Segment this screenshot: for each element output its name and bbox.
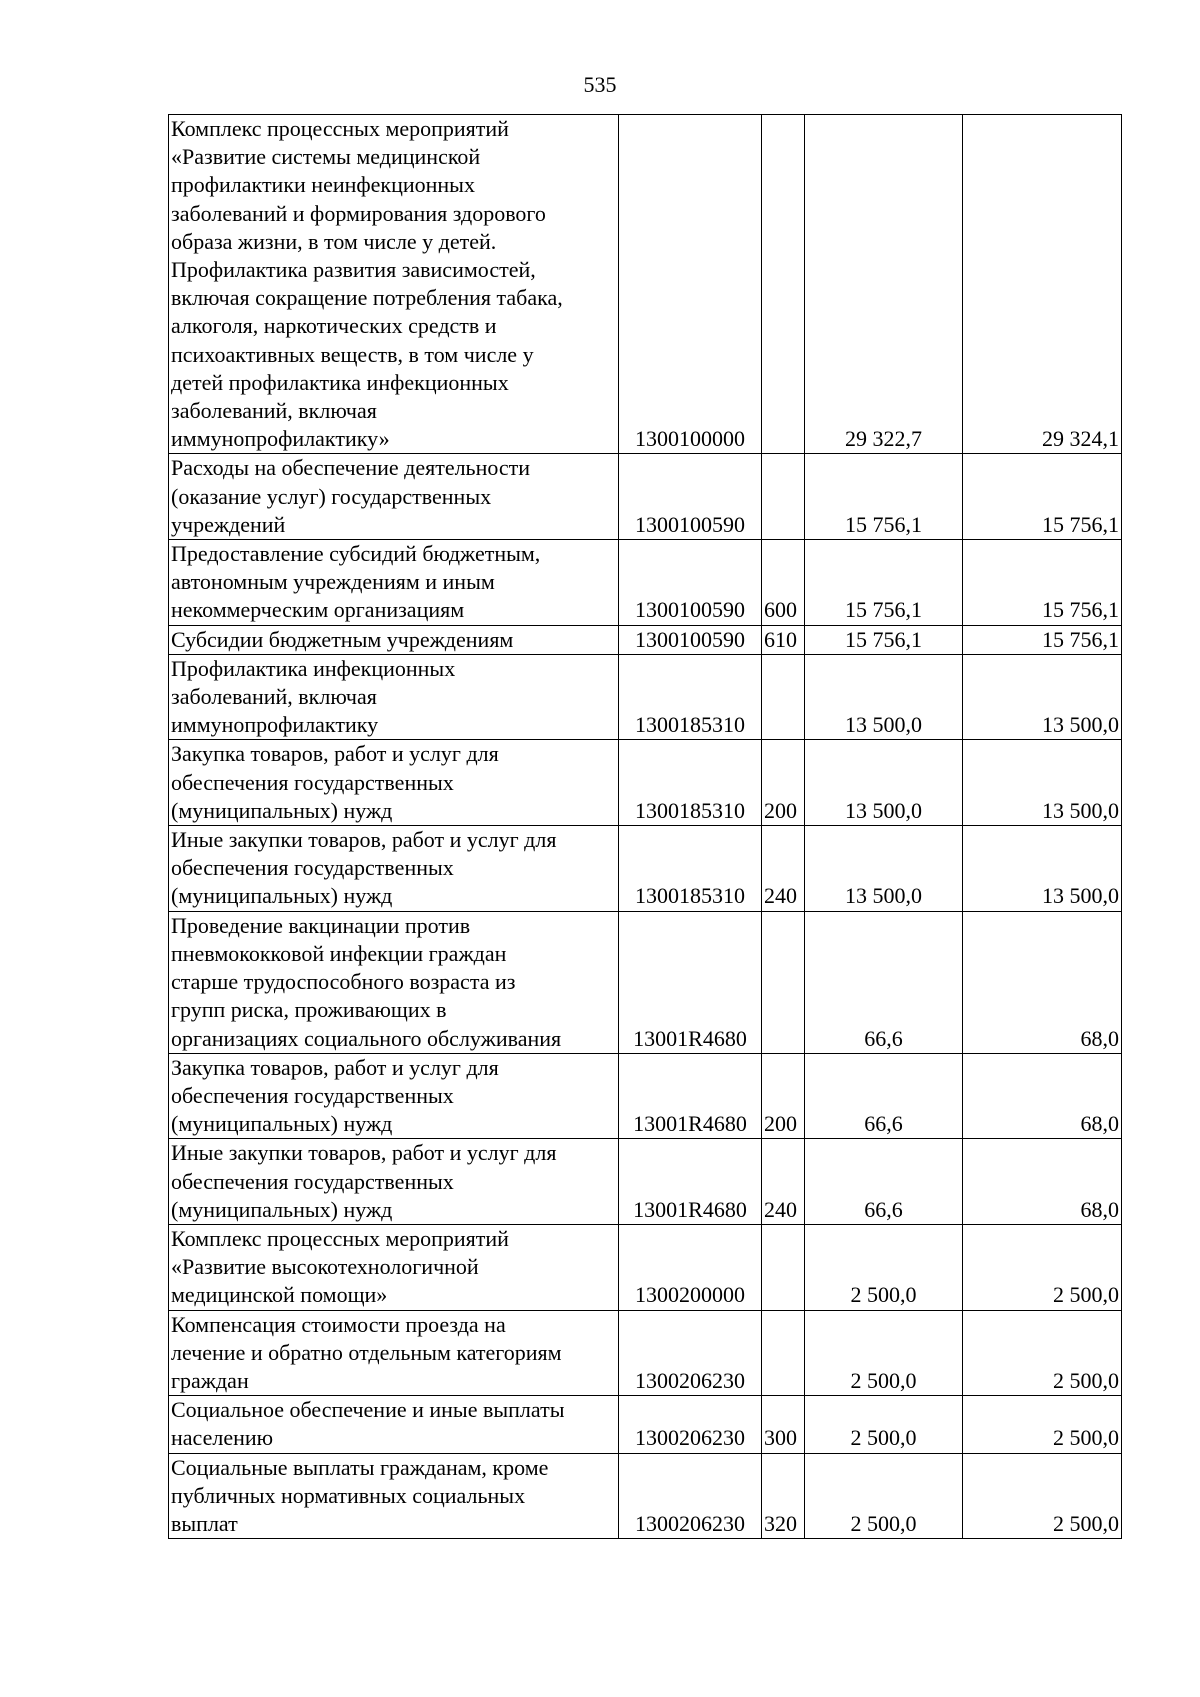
amount-second-cell: 13 500,0 bbox=[963, 654, 1122, 740]
table-row bbox=[169, 740, 1122, 826]
amount-second-cell: 68,0 bbox=[963, 1053, 1122, 1139]
expense-type-cell bbox=[762, 115, 805, 454]
expense-name-cell: Иные закупки товаров, работ и услуг для обеспечения государственных (муниципальных) нужд bbox=[169, 826, 619, 912]
amount-second-cell: 15 756,1 bbox=[963, 454, 1122, 540]
table-row bbox=[169, 540, 1122, 626]
amount-first-cell: 13 500,0 bbox=[805, 826, 963, 912]
amount-second-cell: 2 500,0 bbox=[963, 1224, 1122, 1310]
expense-type-cell bbox=[762, 1224, 805, 1310]
expense-name-cell: Компенсация стоимости проезда на лечение и обратно отдельным категориям граждан bbox=[169, 1310, 619, 1396]
amount-second-cell: 2 500,0 bbox=[963, 1396, 1122, 1453]
target-code-cell: 13001R4680 bbox=[619, 911, 762, 1053]
expense-name-cell: Социальные выплаты гражданам, кроме публичных нормативных социальных выплат bbox=[169, 1453, 619, 1539]
expense-type-cell: 600 bbox=[762, 540, 805, 626]
amount-first-cell: 2 500,0 bbox=[805, 1396, 963, 1453]
expense-name-cell: Закупка товаров, работ и услуг для обеспечения государственных (муниципальных) нужд bbox=[169, 1053, 619, 1139]
table-row bbox=[169, 911, 1122, 1053]
amount-second-cell: 13 500,0 bbox=[963, 740, 1122, 826]
expense-name-cell: Расходы на обеспечение деятельности (оказание услуг) государственных учреждений bbox=[169, 454, 619, 540]
target-code-cell: 1300100000 bbox=[619, 115, 762, 454]
amount-first-cell: 13 500,0 bbox=[805, 654, 963, 740]
amount-first-cell: 29 322,7 bbox=[805, 115, 963, 454]
expense-type-cell: 200 bbox=[762, 740, 805, 826]
page-number: 535 bbox=[583, 72, 617, 97]
expense-type-cell: 610 bbox=[762, 625, 805, 654]
table-row bbox=[169, 454, 1122, 540]
target-code-cell: 1300185310 bbox=[619, 654, 762, 740]
expense-type-cell bbox=[762, 454, 805, 540]
table-row bbox=[169, 826, 1122, 912]
table-row bbox=[169, 1310, 1122, 1396]
expense-type-cell: 240 bbox=[762, 1139, 805, 1225]
amount-first-cell: 2 500,0 bbox=[805, 1453, 963, 1539]
amount-first-cell: 15 756,1 bbox=[805, 540, 963, 626]
expense-type-cell bbox=[762, 654, 805, 740]
table-row bbox=[169, 115, 1122, 454]
amount-first-cell: 66,6 bbox=[805, 911, 963, 1053]
amount-first-cell: 15 756,1 bbox=[805, 625, 963, 654]
expense-name-cell: Социальное обеспечение и иные выплаты населению bbox=[169, 1396, 619, 1453]
table-row bbox=[169, 1053, 1122, 1139]
target-code-cell: 1300100590 bbox=[619, 454, 762, 540]
expense-type-cell bbox=[762, 1310, 805, 1396]
amount-first-cell: 66,6 bbox=[805, 1053, 963, 1139]
target-code-cell: 13001R4680 bbox=[619, 1139, 762, 1225]
amount-second-cell: 68,0 bbox=[963, 1139, 1122, 1225]
target-code-cell: 1300200000 bbox=[619, 1224, 762, 1310]
amount-first-cell: 15 756,1 bbox=[805, 454, 963, 540]
amount-second-cell: 2 500,0 bbox=[963, 1310, 1122, 1396]
budget-table-body bbox=[169, 115, 1122, 1539]
target-code-cell: 1300206230 bbox=[619, 1453, 762, 1539]
table-row bbox=[169, 654, 1122, 740]
expense-name-cell: Комплекс процессных мероприятий «Развитие высокотехнологичной медицинской помощи» bbox=[169, 1224, 619, 1310]
amount-second-cell: 13 500,0 bbox=[963, 826, 1122, 912]
expense-name-cell: Комплекс процессных мероприятий «Развитие системы медицинской профилактики неинфекционных заболеваний и формирования здорового образа жизни, в том числе у детей. Профилактика развития зависимостей, включая сокращение потребления табака, алкоголя, наркотических средств и психоактивных веществ, в том числе у детей профилактика инфекционных заболеваний, включая иммунопрофилактику» bbox=[169, 115, 619, 454]
amount-second-cell: 2 500,0 bbox=[963, 1453, 1122, 1539]
table-row bbox=[169, 1453, 1122, 1539]
target-code-cell: 1300185310 bbox=[619, 740, 762, 826]
expense-name-cell: Закупка товаров, работ и услуг для обеспечения государственных (муниципальных) нужд bbox=[169, 740, 619, 826]
table-row bbox=[169, 1224, 1122, 1310]
expense-type-cell: 200 bbox=[762, 1053, 805, 1139]
target-code-cell: 13001R4680 bbox=[619, 1053, 762, 1139]
amount-second-cell: 15 756,1 bbox=[963, 540, 1122, 626]
table-row bbox=[169, 1139, 1122, 1225]
expense-type-cell: 320 bbox=[762, 1453, 805, 1539]
amount-second-cell: 15 756,1 bbox=[963, 625, 1122, 654]
target-code-cell: 1300206230 bbox=[619, 1396, 762, 1453]
target-code-cell: 1300185310 bbox=[619, 826, 762, 912]
amount-first-cell: 2 500,0 bbox=[805, 1224, 963, 1310]
expense-name-cell: Субсидии бюджетным учреждениям bbox=[169, 625, 619, 654]
table-row bbox=[169, 625, 1122, 654]
expense-type-cell: 300 bbox=[762, 1396, 805, 1453]
amount-second-cell: 29 324,1 bbox=[963, 115, 1122, 454]
expense-name-cell: Предоставление субсидий бюджетным, автономным учреждениям и иным некоммерческим организациям bbox=[169, 540, 619, 626]
expense-type-cell: 240 bbox=[762, 826, 805, 912]
expense-type-cell bbox=[762, 911, 805, 1053]
target-code-cell: 1300206230 bbox=[619, 1310, 762, 1396]
amount-second-cell: 68,0 bbox=[963, 911, 1122, 1053]
amount-first-cell: 66,6 bbox=[805, 1139, 963, 1225]
amount-first-cell: 2 500,0 bbox=[805, 1310, 963, 1396]
amount-first-cell: 13 500,0 bbox=[805, 740, 963, 826]
table-row bbox=[169, 1396, 1122, 1453]
target-code-cell: 1300100590 bbox=[619, 540, 762, 626]
expense-name-cell: Проведение вакцинации против пневмококковой инфекции граждан старше трудоспособного возраста из групп риска, проживающих в организациях социального обслуживания bbox=[169, 911, 619, 1053]
budget-table bbox=[168, 114, 1122, 1539]
expense-name-cell: Иные закупки товаров, работ и услуг для обеспечения государственных (муниципальных) нужд bbox=[169, 1139, 619, 1225]
target-code-cell: 1300100590 bbox=[619, 625, 762, 654]
expense-name-cell: Профилактика инфекционных заболеваний, включая иммунопрофилактику bbox=[169, 654, 619, 740]
